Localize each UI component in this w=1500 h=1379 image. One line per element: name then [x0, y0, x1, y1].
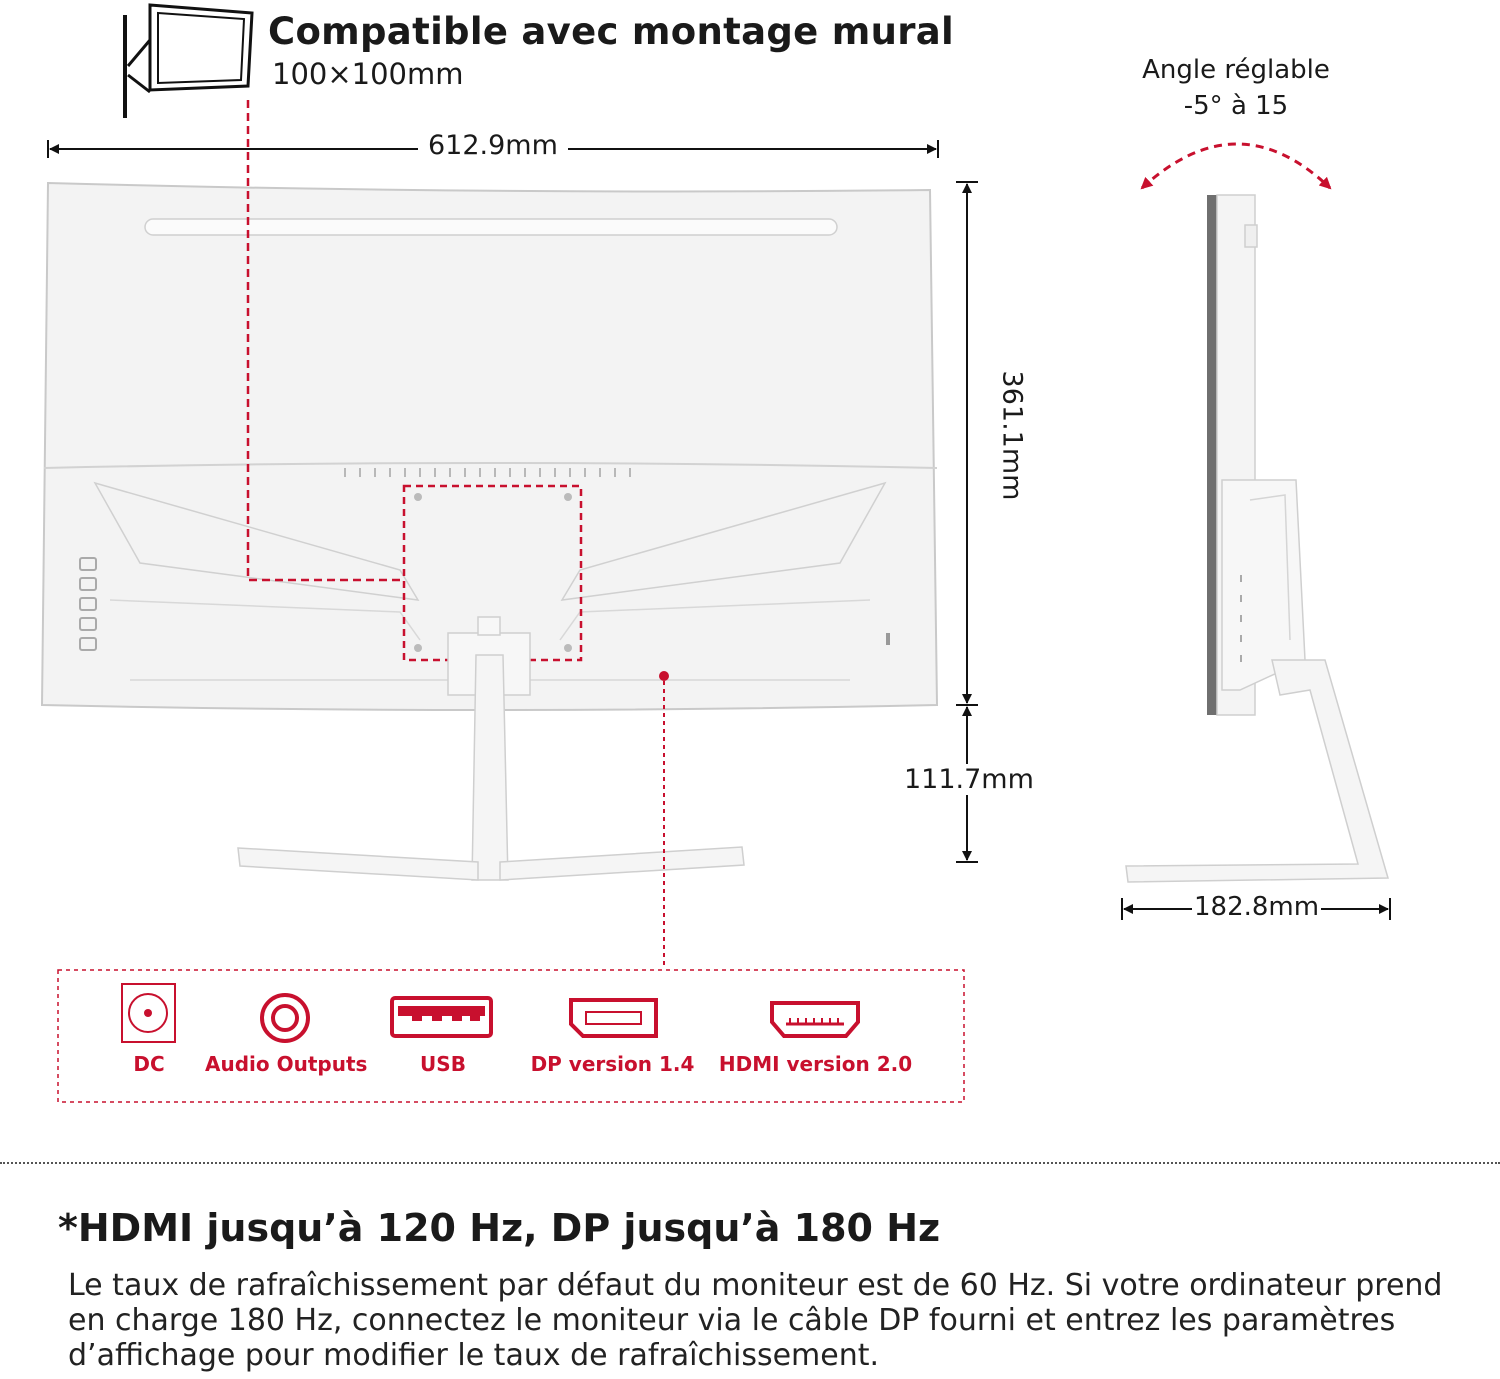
- stand-height-label: 111.7mm: [904, 764, 1034, 795]
- port-label-dp: DP version 1.4: [530, 1052, 695, 1076]
- displayport-icon: [571, 1000, 656, 1036]
- dc-power-icon: [122, 984, 175, 1042]
- hdmi-port-icon: [772, 1003, 858, 1036]
- port-label-hdmi: HDMI version 2.0: [718, 1052, 913, 1076]
- wall-mount-size: 100×100mm: [272, 57, 464, 91]
- section-separator: [0, 1162, 1500, 1164]
- height-dimension-line: [956, 182, 978, 705]
- port-label-dc: DC: [133, 1052, 165, 1076]
- refresh-note-title: *HDMI jusqu’à 120 Hz, DP jusqu’à 180 Hz: [58, 1206, 941, 1250]
- monitor-side-view: [1126, 195, 1388, 882]
- port-label-usb: USB: [420, 1052, 466, 1076]
- wall-mount-icon: [125, 5, 252, 118]
- angle-label: [1110, 52, 1362, 124]
- width-label: 612.9mm: [418, 130, 568, 161]
- wall-mount-title: Compatible avec montage mural: [268, 10, 955, 53]
- refresh-note-body: Le taux de rafraîchissement par défaut du moniteur est de 60 Hz. Si votre ordinateur prend en charge 180 Hz, connectez le moniteur via le câble DP fourni et entrez les paramètres d’affichage pour modifier le taux de rafraîchissement.: [68, 1268, 1443, 1373]
- usb-port-icon: [392, 998, 491, 1036]
- port-label-audio: Audio Outputs: [205, 1052, 368, 1076]
- angle-label-line2: -5° à 15: [1183, 91, 1289, 121]
- tilt-angle-arrow: [1142, 144, 1330, 188]
- depth-label: 182.8mm: [1194, 892, 1320, 922]
- angle-label-line1: Angle réglable: [1142, 55, 1330, 85]
- screen-height-label: 361.1mm: [996, 359, 1027, 513]
- audio-jack-icon: [262, 995, 308, 1041]
